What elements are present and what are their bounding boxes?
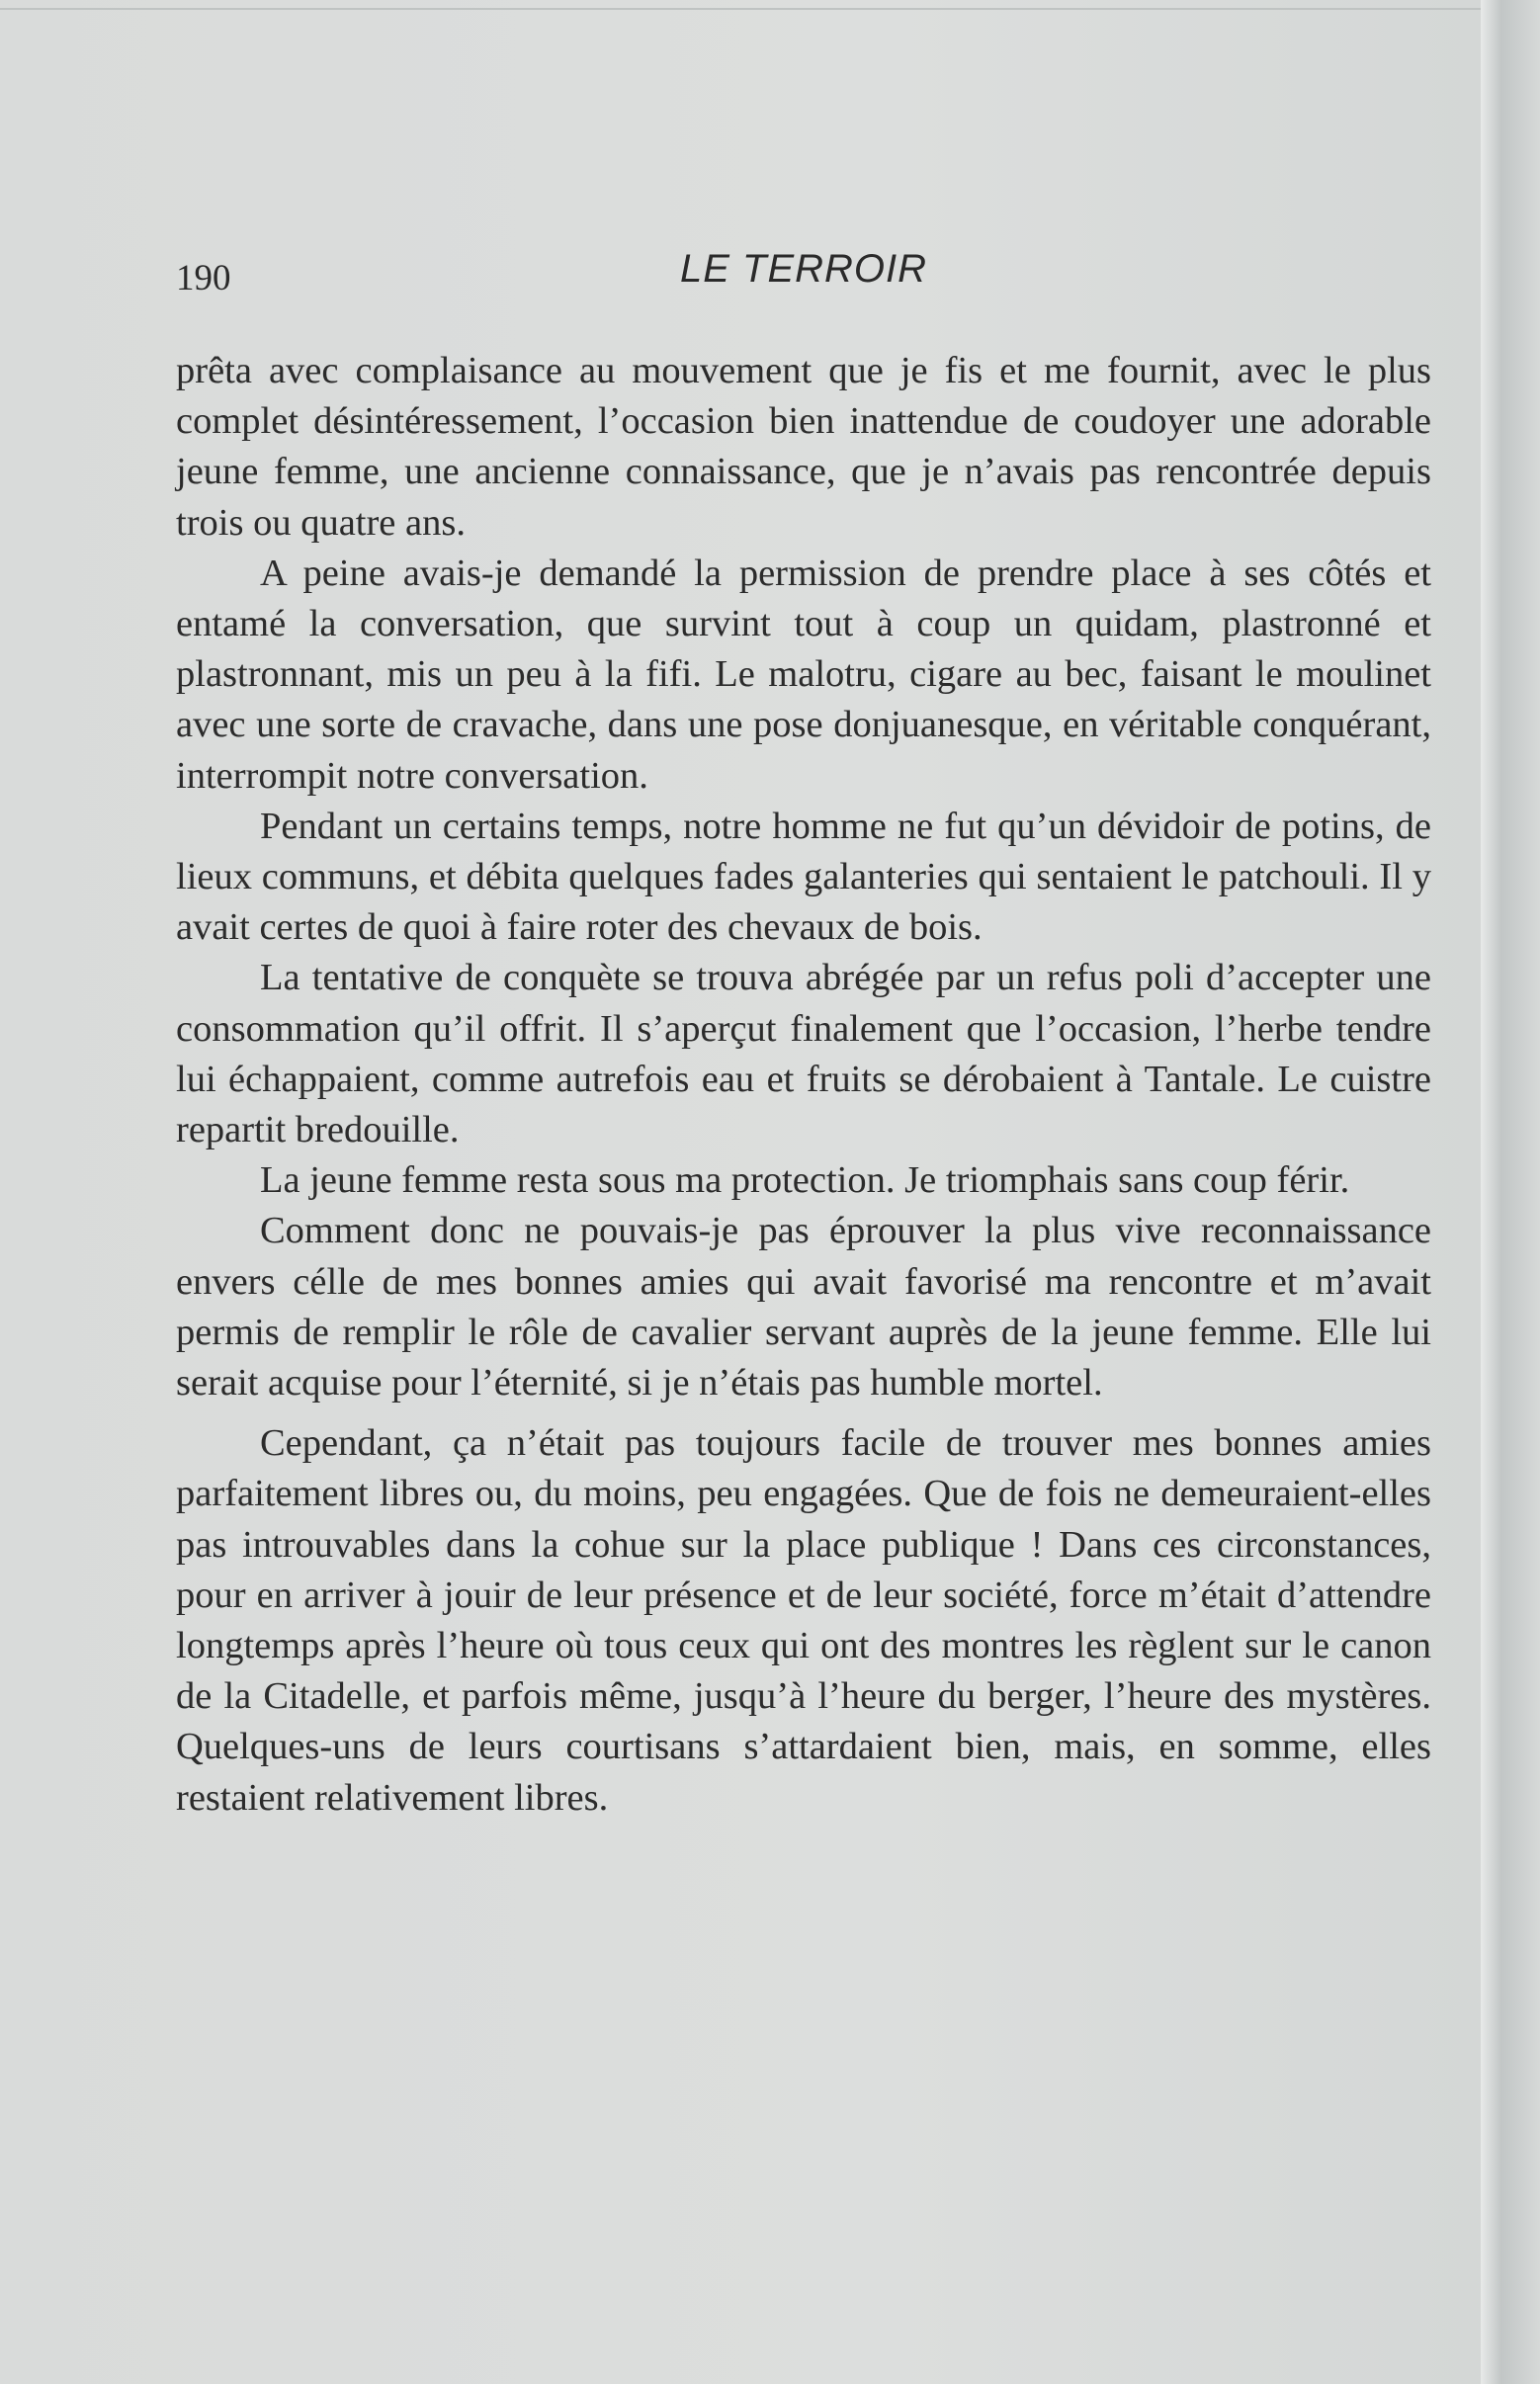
page-number: 190 [176, 258, 231, 298]
paragraph: Cependant, ça n’était pas toujours facile de trouver mes bonnes amies parfaitement libres ou, du moins, peu engagées. Que de fois ne demeuraient-elles pas introuvables dans la cohue sur la place publique ! Dans ces circonstances, pour en arriver à jouir de leur présence et de leur société, force m’était d’attendre longtemps après l’heure où tous ceux qui ont des montres les règlent sur le canon de la Citadelle, et parfois même, jusqu’à l’heure du berger, l’heure des mystères. Quelques-uns de leurs courtisans s’attardaient bien, mais, en somme, elles restaient relativement libres. [176, 1422, 1431, 1819]
body-text [176, 346, 1431, 1824]
paragraph: La tentative de conquète se trouva abrégée par un refus poli d’accepter une consommation qu’il offrit. Il s’aperçut finalement que l’occasion, l’herbe tendre lui échappaient, comme autrefois eau et fruits se dérobaient à Tantale. Le cuistre repartit bredouille. [176, 957, 1431, 1151]
page-fore-edge [1481, 0, 1540, 2384]
page-header [176, 247, 1431, 306]
top-edge-line [0, 8, 1483, 10]
running-title: LE TERROIR [679, 247, 928, 291]
paragraph: prêta avec complaisance au mouvement que je fis et me fournit, avec le plus complet désintéressement, l’occasion bien inattendue de coudoyer une adorable jeune femme, une ancienne connaissance, que je n’avais pas rencontrée depuis trois ou quatre ans. [176, 350, 1431, 544]
paragraph: Pendant un certains temps, notre homme ne fut qu’un dévidoir de potins, de lieux communs, et débita quelques fades galanteries qui sentaient le patchouli. Il y avait certes de quoi à faire roter des chevaux de bois. [176, 805, 1431, 949]
paragraph: A peine avais-je demandé la permission de prendre place à ses côtés et entamé la conversation, que survint tout à coup un quidam, plastronné et plastronnant, mis un peu à la fifi. Le malotru, cigare au bec, faisant le moulinet avec une sorte de cravache, dans une pose donjuanesque, en véritable conquérant, interrompit notre conversation. [176, 552, 1431, 797]
paragraph: La jeune femme resta sous ma protection. Je triomphais sans coup férir. [260, 1159, 1350, 1202]
paragraph: Comment donc ne pouvais-je pas éprouver la plus vive reconnaissance envers célle de mes bonnes amies qui avait favorisé ma rencontre et m’avait permis de remplir le rôle de cavalier servant auprès de la jeune femme. Elle lui serait acquise pour l’éternité, si je n’étais pas humble mortel. [176, 1210, 1431, 1405]
